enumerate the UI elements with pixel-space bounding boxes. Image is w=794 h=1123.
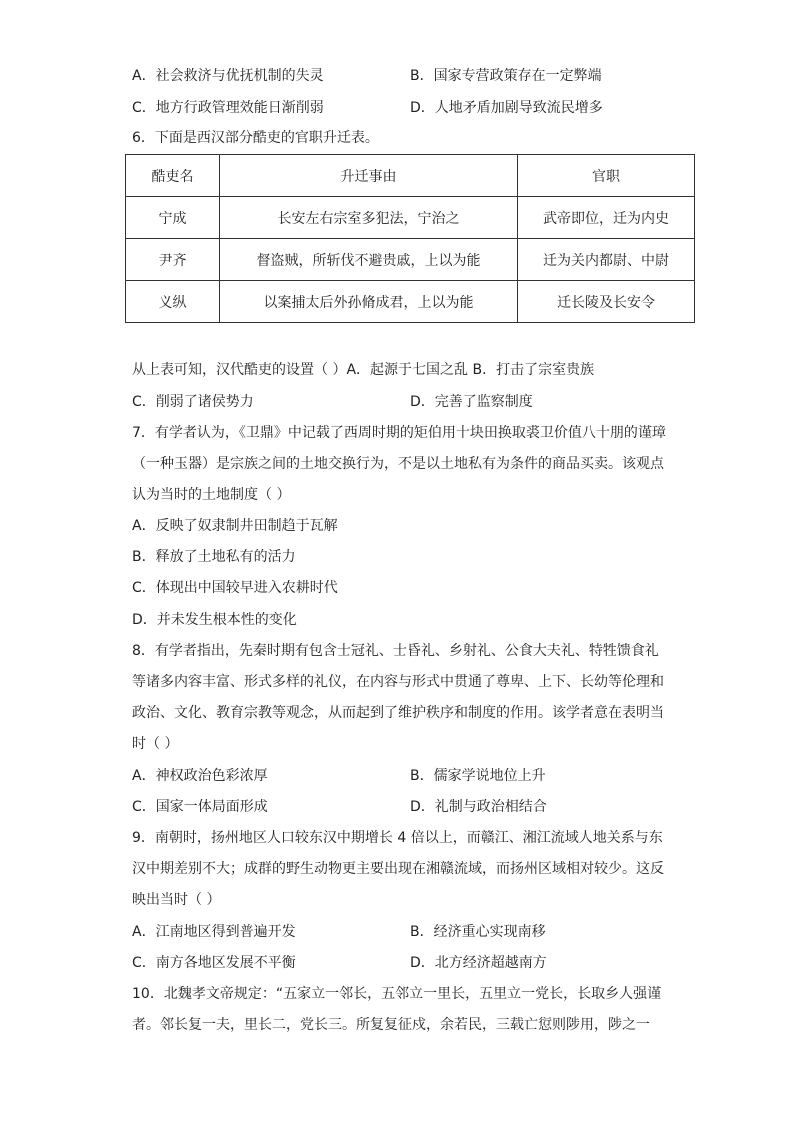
q8-option-d: D．礼制与政治相结合 [410, 799, 547, 815]
q5-option-c: C．地方行政管理效能日渐削弱 [132, 100, 324, 116]
q5-option-d: D．人地矛盾加剧导致流民增多 [410, 100, 603, 116]
q5-option-b: B．国家专营政策存在一定弊端 [410, 68, 602, 84]
q7-stem-line-1: 7．有学者认为，《卫鼎》中记载了西周时期的矩伯用十块田换取裘卫价值八十朋的谨璋 [132, 425, 666, 441]
q7-option-c: C．体现出中国较早进入农耕时代 [132, 580, 338, 596]
officials-table [125, 154, 695, 323]
q6-stem: 6．下面是西汉部分酷吏的官职升迁表。 [132, 130, 379, 146]
q8-option-c: C．国家一体局面形成 [132, 799, 268, 815]
q7-stem-line-2: （一种玉器）是宗族之间的土地交换行为，不是以土地私有为条件的商品买卖。该观点 [132, 456, 664, 472]
q6-question-line: 从上表可知，汉代酷吏的设置（ ）A．起源于七国之乱 B．打击了宗室贵族 [132, 362, 595, 378]
q8-stem-line-2: 等诸多内容丰富、形式多样的礼仪，在内容与形式中贯通了尊卑、上下、长幼等伦理和 [132, 674, 664, 690]
q9-option-c: C．南方各地区发展不平衡 [132, 955, 296, 971]
table-header-row [126, 155, 695, 197]
table-header-cell: 升迁事由 [220, 155, 518, 197]
q9-option-b: B．经济重心实现南移 [410, 924, 546, 940]
q8-option-b: B．儒家学说地位上升 [410, 768, 546, 784]
q9-stem-line-1: 9．南朝时，扬州地区人口较东汉中期增长 4 倍以上，而赣江、湘江流域人地关系与东 [132, 830, 663, 846]
table-cell: 义纵 [126, 281, 220, 323]
table-row [126, 197, 695, 239]
table-row [126, 239, 695, 281]
table-cell: 迁长陵及长安令 [518, 281, 695, 323]
table-cell: 督盗贼，所斩伐不避贵戚，上以为能 [220, 239, 518, 281]
q9-stem-line-3: 映出当时（ ） [132, 892, 221, 908]
table-cell: 武帝即位，迁为内史 [518, 197, 695, 239]
q6-option-d: D．完善了监察制度 [410, 394, 533, 410]
q8-stem-line-1: 8．有学者指出，先秦时期有包含士冠礼、士昏礼、乡射礼、公食大夫礼、特牲馈食礼 [132, 643, 659, 659]
q6-option-c: C．削弱了诸侯势力 [132, 394, 254, 410]
q10-stem-line-2: 者。邻长复一夫，里长二，党长三。所复复征戍，余若民，三载亡愆则陟用，陟之一 [132, 1017, 650, 1033]
q8-stem-line-3: 政治、文化、教育宗教等观念，从而起到了维护秩序和制度的作用。该学者意在表明当 [132, 705, 664, 721]
q9-stem-line-2: 汉中期差别不大；成群的野生动物更主要出现在湘赣流域，而扬州区域相对较少。这反 [132, 861, 664, 877]
q7-stem-line-3: 认为当时的土地制度（ ） [132, 487, 291, 503]
table-cell: 迁为关内都尉、中尉 [518, 239, 695, 281]
q5-option-a: A．社会救济与优抚机制的失灵 [132, 68, 324, 84]
table-cell: 长安左右宗室多犯法，宁治之 [220, 197, 518, 239]
q9-option-a: A．江南地区得到普遍开发 [132, 924, 296, 940]
table-cell: 以案捕太后外孙脩成君，上以为能 [220, 281, 518, 323]
q7-option-a: A．反映了奴隶制井田制趋于瓦解 [132, 518, 338, 534]
table-header-cell: 酷吏名 [126, 155, 220, 197]
table-header-cell: 官职 [518, 155, 695, 197]
table-cell: 尹齐 [126, 239, 220, 281]
q7-option-b: B．释放了土地私有的活力 [132, 549, 296, 565]
q8-option-a: A．神权政治色彩浓厚 [132, 768, 268, 784]
q10-stem-line-1: 10．北魏孝文帝规定：“五家立一邻长，五邻立一里长，五里立一党长，长取乡人强谨 [132, 986, 662, 1002]
table-row [126, 281, 695, 323]
q8-stem-line-4: 时（ ） [132, 736, 179, 752]
table-cell: 宁成 [126, 197, 220, 239]
q9-option-d: D．北方经济超越南方 [410, 955, 547, 971]
q7-option-d: D．并未发生根本性的变化 [132, 612, 297, 628]
